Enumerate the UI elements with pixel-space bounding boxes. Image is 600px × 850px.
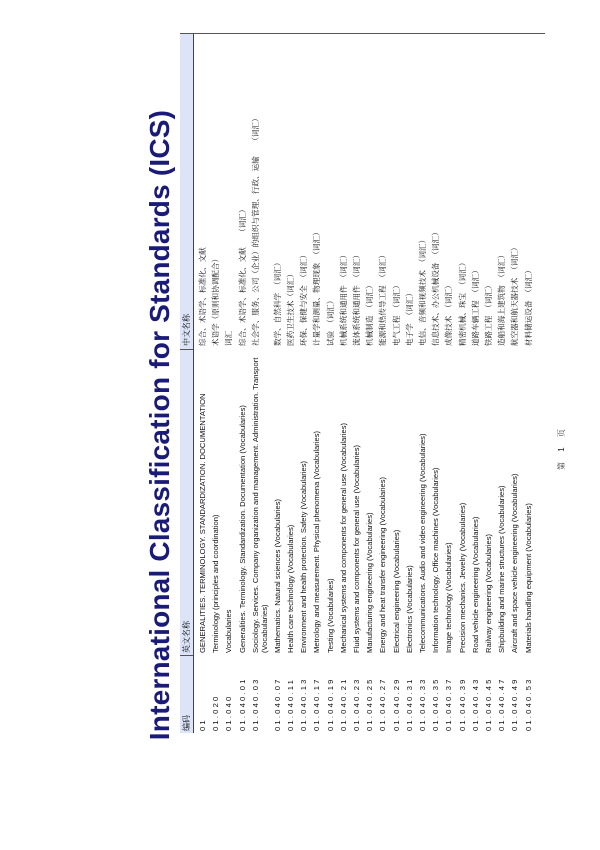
header-divider	[180, 349, 193, 350]
table-row	[418, 34, 431, 733]
row-code: 01.040.17	[312, 677, 322, 731]
row-code: 01.040.27	[378, 677, 388, 731]
row-code: 01.040.23	[352, 677, 361, 731]
row-chinese: 精密机械、珠宝 （词汇）	[457, 258, 467, 346]
table-header	[180, 34, 194, 733]
row-code: 01.040	[224, 694, 234, 731]
row-code: 01.040.35	[431, 677, 441, 731]
row-code: 01.040.07	[272, 677, 282, 731]
table-row	[458, 34, 471, 733]
table-row	[211, 34, 224, 733]
row-chinese: 术语学（原则和协调配合）	[211, 254, 221, 346]
row-chinese: 综合、术语学、标准化、文献 （词汇）	[237, 205, 247, 346]
row-english: GENERALITIES. TERMINOLOGY. STANDARDIZATION. DOCUMENTATION	[198, 393, 207, 653]
row-english: Shipbuilding and marine structures (Vocabularies)	[497, 485, 507, 653]
row-english: Image technology (Vocabularies)	[444, 542, 454, 653]
row-chinese: 机械系统和通用件 （词汇）	[338, 251, 348, 346]
table-row	[444, 34, 457, 733]
header-chinese: 中文名称	[182, 314, 191, 346]
row-code: 01.040.45	[484, 677, 493, 731]
table-row	[471, 34, 484, 733]
row-english: Mathematics. Natural sciences (Vocabularies)	[272, 498, 282, 653]
row-code: 01.040.49	[510, 677, 520, 731]
row-code: 01.040.33	[418, 677, 427, 731]
table-row	[286, 34, 299, 733]
row-english: Terminology (principles and coordination)	[211, 514, 221, 653]
ics-table	[180, 34, 545, 733]
row-chinese: 试验 （词汇）	[325, 296, 335, 346]
table-row	[238, 34, 251, 733]
table-row	[510, 34, 523, 733]
row-code: 01.040.11	[286, 677, 295, 731]
row-english: Manufacturing engineering (Vocabularies)	[365, 512, 375, 653]
row-chinese: 环保、保健与安全 （词汇）	[299, 251, 309, 346]
table-row	[484, 34, 497, 733]
row-chinese: 词汇	[224, 330, 234, 346]
row-english: Information technology. Office machines (Vocabularies)	[431, 467, 441, 653]
row-chinese: 信息技术、办公机械设备 （词汇）	[431, 228, 441, 346]
row-chinese: 能源和热传导工程 （词汇）	[378, 251, 388, 346]
table-row	[273, 34, 286, 733]
table-row	[392, 34, 405, 733]
page-title: International Classification for Standards (ICS)	[144, 109, 175, 741]
row-english: Sociology. Services. Company organization and management. Administration. Transport (Vocabularies)	[250, 357, 269, 653]
row-code: 01	[198, 718, 207, 731]
row-english: Generalities. Terminology. Standardization. Documentation (Vocabularies)	[237, 405, 247, 653]
row-code: 01.040.13	[299, 677, 309, 731]
row-chinese: 铁路工程 （词汇）	[484, 281, 493, 346]
row-english: Road vehicle engineering (Vocabularies)	[470, 516, 480, 653]
page-number: 第 1 页	[557, 425, 566, 470]
row-chinese: 电信、音频和视频技术 （词汇）	[418, 235, 427, 346]
row-code: 01.040.53	[523, 677, 533, 731]
table-row	[224, 34, 237, 733]
row-english: Metrology and measurement. Physical phenomena (Vocabularies)	[312, 430, 322, 653]
table-row	[365, 34, 378, 733]
table-row	[299, 34, 312, 733]
row-english: Telecommunications. Audio and video engineering (Vocabularies)	[418, 433, 427, 653]
row-chinese: 道路车辆工程 （词汇）	[470, 266, 480, 346]
header-code: 编码	[182, 715, 191, 731]
row-english: Railway engineering (Vocabularies)	[484, 533, 493, 653]
table-row	[312, 34, 325, 733]
row-english: Mechanical systems and components for general use (Vocabularies)	[338, 422, 348, 653]
table-row	[326, 34, 339, 733]
row-english: Environment and health protection. Safety (Vocabularies)	[299, 460, 309, 653]
row-code: 01.040.03	[250, 677, 260, 731]
row-chinese: 机械制造 （词汇）	[365, 281, 375, 346]
row-chinese: 造船和海上建筑物 （词汇）	[497, 251, 507, 346]
row-english: Aircraft and space vehicle engineering (Vocabularies)	[510, 473, 520, 653]
row-code: 01.020	[211, 694, 221, 731]
row-code: 01.040.31	[404, 677, 414, 731]
row-code: 01.040.39	[457, 677, 467, 731]
header-divider	[180, 655, 193, 656]
row-code: 01.040.43	[470, 677, 480, 731]
table-row	[378, 34, 391, 733]
row-chinese: 综合、术语学、标准化、文献	[198, 247, 207, 346]
table-row	[251, 34, 273, 733]
row-english: Energy and heat transfer engineering (Vocabularies)	[378, 476, 388, 653]
row-english: Electrical engineering (Vocabularies)	[391, 529, 401, 653]
row-english: Precision mechanics. Jewelry (Vocabularies)	[457, 502, 467, 653]
row-english: Fluid systems and components for general use (Vocabularies)	[352, 444, 361, 653]
table-row	[198, 34, 211, 733]
table-row	[352, 34, 365, 733]
row-english: Health care technology (Vocabularies)	[286, 524, 295, 653]
row-chinese: 社会学、服务、公司（企业）的组织与管理、行政、运输 （词汇）	[250, 114, 260, 346]
row-chinese: 航空器和航天器技术 （词汇）	[510, 243, 520, 346]
row-chinese: 流体系统和通用件 （词汇）	[352, 251, 361, 346]
row-code: 01.040.21	[338, 677, 348, 731]
row-english: Electronics (Vocabularies)	[404, 565, 414, 653]
row-chinese: 计量学和测量、物理现象 （词汇）	[312, 228, 322, 346]
table-row	[431, 34, 444, 733]
row-chinese: 成像技术 （词汇）	[444, 281, 454, 346]
header-english: 英文名称	[182, 621, 191, 653]
row-chinese: 电子学 （词汇）	[404, 289, 414, 346]
table-row	[405, 34, 418, 733]
row-english: Testing (Vocabularies)	[325, 578, 335, 653]
row-chinese: 材料储运设备 （词汇）	[523, 266, 533, 346]
row-chinese: 电气工程 （词汇）	[391, 281, 401, 346]
table-row	[339, 34, 352, 733]
row-code: 01.040.47	[497, 677, 507, 731]
row-code: 01.040.29	[391, 677, 401, 731]
row-code: 01.040.01	[237, 677, 247, 731]
row-english: Vocabularies	[224, 609, 234, 653]
row-code: 01.040.37	[444, 677, 454, 731]
table-row	[497, 34, 510, 733]
row-code: 01.040.25	[365, 677, 375, 731]
row-chinese: 医药卫生技术（词汇）	[286, 270, 295, 346]
row-code: 01.040.19	[325, 677, 335, 731]
row-english: Materials handling equipment (Vocabularies)	[523, 503, 533, 653]
table-row	[524, 34, 537, 733]
row-chinese: 数学、自然科学 （词汇）	[272, 258, 282, 346]
